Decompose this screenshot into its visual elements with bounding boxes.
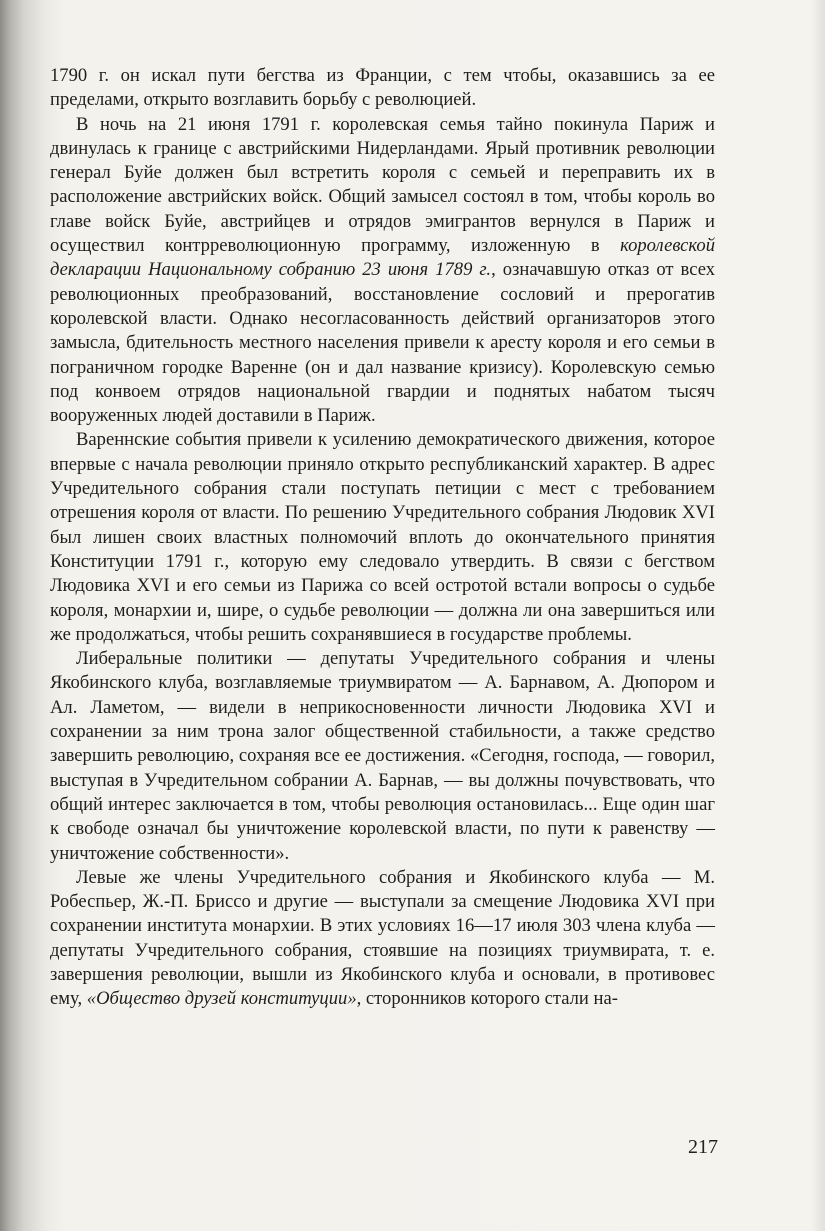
paragraph [50, 647, 715, 866]
text-run: , означавшую отказ от всех революционных преобразований, восстановление сословий и прерогатив королевской власти. Однако несогласованность действий организаторов этого замысла, бдительность местного населения привели к аресту короля и его семьи в пограничном городке Варенне (он и дал название кризису). Королевскую семью под конвоем отрядов национальной гвардии и поднятых набатом тысяч вооруженных людей доставили в Париж. [50, 259, 716, 427]
italic-title: «Общество друзей конституции» [86, 988, 357, 1010]
paragraph [50, 866, 715, 1012]
text-run: Левые же члены Учредительного собрания и Якобинского клуба — М. Робеспьер, Ж.-П. Бриссо и другие — выступали за смещение Людовика XVI при сохранении института монархии. В этих условиях 16—17 июля 303 члена клуба — депутаты Учредительного собрания, стоявшие на позициях триумвирата, т. е. завершения революции, вышли из Якобинского клуба и основали, в противовес ему, [50, 866, 715, 1010]
text-run: 1790 г. он искал пути бегства из Франции, с тем чтобы, оказавшись за ее пределами, открыто возглавить борьбу с революцией. [50, 65, 715, 111]
italic-title: королевской декларации Национальному собранию 23 июня 1789 г. [50, 235, 715, 281]
paragraph [50, 113, 715, 429]
paragraph [50, 64, 715, 113]
text-run: Вареннские события привели к усилению демократического движения, которое впервые с начала революции приняло открыто республиканский характер. В адрес Учредительного собрания стали поступать петиции с мест с требованием отрешения короля от власти. По решению Учредительного собрания Людовик XVI был лишен своих властных полномочий вплоть до окончательного принятия Конституции 1791 г., которую ему следовало утвердить. В связи с бегством Людовика XVI и его семьи из Парижа со всей остротой встали вопросы о судьбе короля, монархии и, шире, о судьбе революции — должна ли она завершиться или же продолжаться, чтобы решить сохранявшиеся в государстве проблемы. [50, 429, 715, 645]
text-run: Либеральные политики — депутаты Учредительного собрания и члены Якобинского клуба, возглавляемые триумвиратом — А. Барнавом, А. Дюпором и Ал. Ламетом, — видели в неприкосновенности личности Людовика XVI и сохранении за ним трона залог общественной стабильности, а также средство завершить революцию, сохраняя все ее достижения. «Сегодня, господа, — говорил, выступая в Учредительном собрании А. Барнав, — вы должны почувствовать, что общий интерес заключается в том, чтобы революция остановилась... Еще один шаг к свободе означал бы уничтожение королевской власти, по пути к равенству — уничтожение собственности». [50, 648, 715, 864]
page-text [50, 64, 715, 1012]
page-number: 217 [688, 1136, 718, 1158]
text-run: , сторонников которого стали на- [356, 988, 618, 1010]
page-edge [811, 0, 825, 1231]
text-run: В ночь на 21 июня 1791 г. королевская семья тайно покинула Париж и двинулась к границе с австрийскими Нидерландами. Ярый противник революции генерал Буйе должен был встретить короля с семьей и переправить их в расположение австрийских войск. Общий замысел состоял в том, чтобы король во главе войск Буйе, австрийцев и отрядов эмигрантов вернулся в Париж и осуществил контрреволюционную программу, изложенную в [50, 113, 715, 257]
paragraph [50, 428, 715, 647]
